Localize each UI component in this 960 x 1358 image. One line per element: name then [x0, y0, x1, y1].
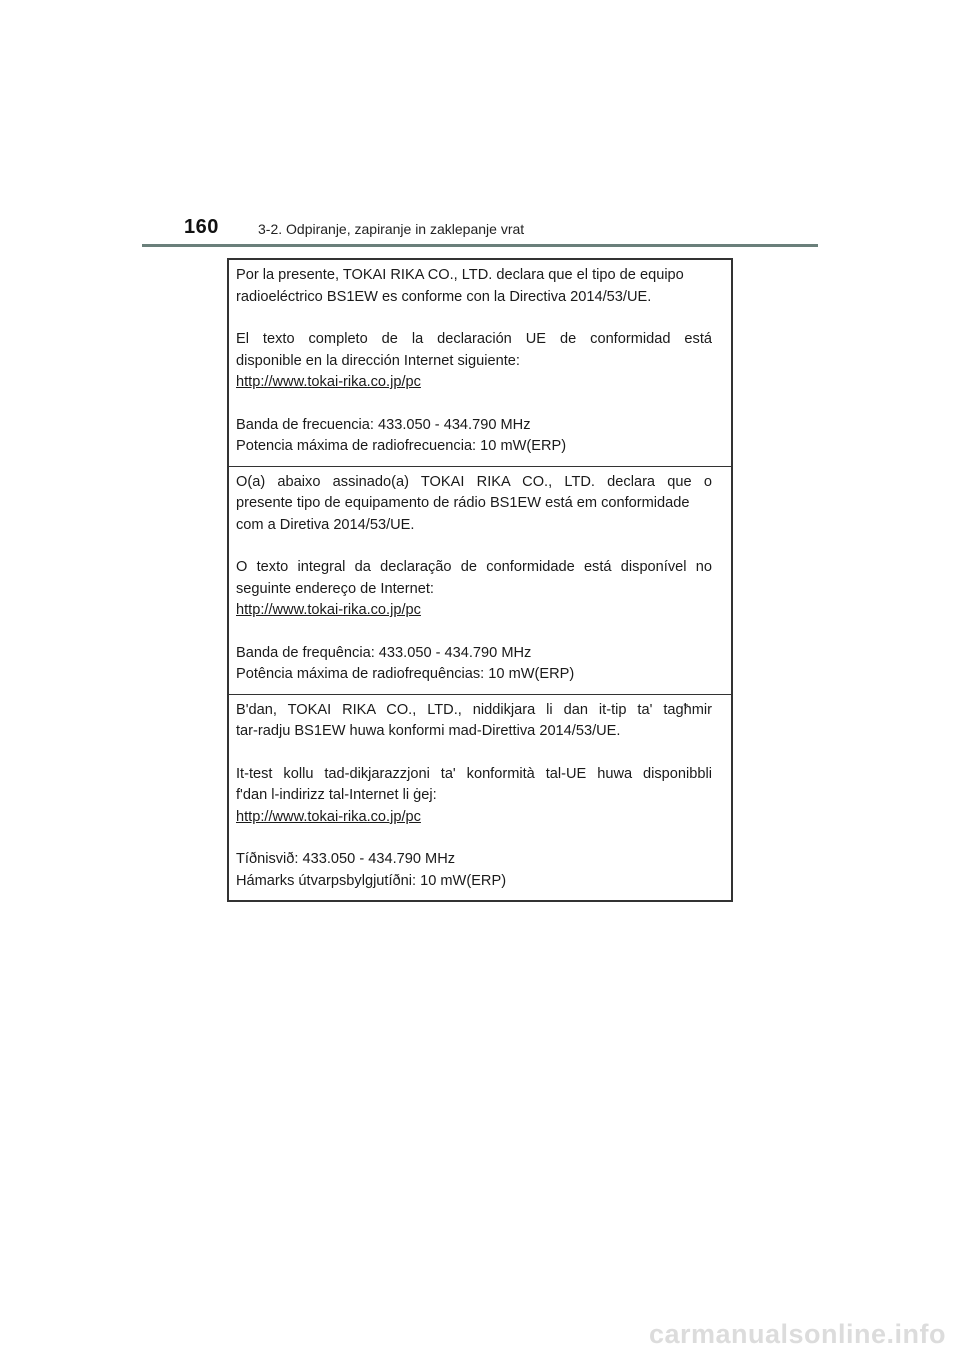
declaration-cell-spanish [229, 260, 731, 466]
declaration-url-link[interactable]: http://www.tokai-rika.co.jp/pc [236, 602, 421, 618]
intro-line: Por la presente, TOKAI RIKA CO., LTD. declara que el tipo de equipo [236, 267, 684, 283]
frequency-band: Banda de frecuencia: 433.050 - 434.790 MHz [236, 416, 531, 433]
declaration-cell-portuguese [229, 466, 731, 694]
declaration-table [227, 258, 733, 902]
max-power: Potência máxima de radiofrequências: 10 mW(ERP) [236, 666, 575, 682]
max-power: Potencia máxima de radiofrecuencia: 10 mW(ERP) [236, 438, 567, 454]
text-line: It-test kollu tad-dikjarazzjoni ta' konformità tal-UE huwa disponibbli [236, 765, 712, 782]
max-power: Hámarks útvarpsbylgjutíðni: 10 mW(ERP) [236, 872, 507, 889]
intro-line: tar-radju BS1EW huwa konformi mad-Direttiva 2014/53/UE. [236, 723, 621, 739]
intro-line: radioeléctrico BS1EW es conforme con la Directiva 2014/53/UE. [236, 288, 652, 305]
declaration-cell-maltese-icelandic [229, 694, 731, 901]
section-title: 3-2. Odpiranje, zapiranje in zaklepanje vrat [258, 221, 525, 237]
page-number: 160 [184, 216, 219, 238]
text-line: seguinte endereço de Internet: [236, 580, 434, 597]
declaration-url-link[interactable]: http://www.tokai-rika.co.jp/pc [236, 374, 421, 390]
declaration-url-link[interactable]: http://www.tokai-rika.co.jp/pc [236, 808, 421, 825]
text-line: disponible en la dirección Internet siguiente: [236, 352, 520, 369]
intro-line: presente tipo de equipamento de rádio BS1EW está em conformidade [236, 495, 690, 511]
text-line: El texto completo de la declaración UE de conformidad está [236, 331, 712, 347]
frequency-band: Tíðnisvið: 433.050 - 434.790 MHz [236, 851, 456, 867]
text-line: f'dan l-indirizz tal-Internet li ġej: [236, 787, 437, 803]
intro-line: com a Diretiva 2014/53/UE. [236, 516, 415, 533]
intro-line: O(a) abaixo assinado(a) TOKAI RIKA CO., LTD. declara que o [236, 473, 712, 490]
intro-line: B'dan, TOKAI RIKA CO., LTD., niddikjara li dan it-tip ta' tagħmir [236, 701, 712, 718]
watermark: carmanualsonline.info [648, 1319, 946, 1349]
header-rule [142, 244, 818, 247]
frequency-band: Banda de frequência: 433.050 - 434.790 MHz [236, 644, 532, 661]
text-line: O texto integral da declaração de conformidade está disponível no [236, 559, 712, 575]
